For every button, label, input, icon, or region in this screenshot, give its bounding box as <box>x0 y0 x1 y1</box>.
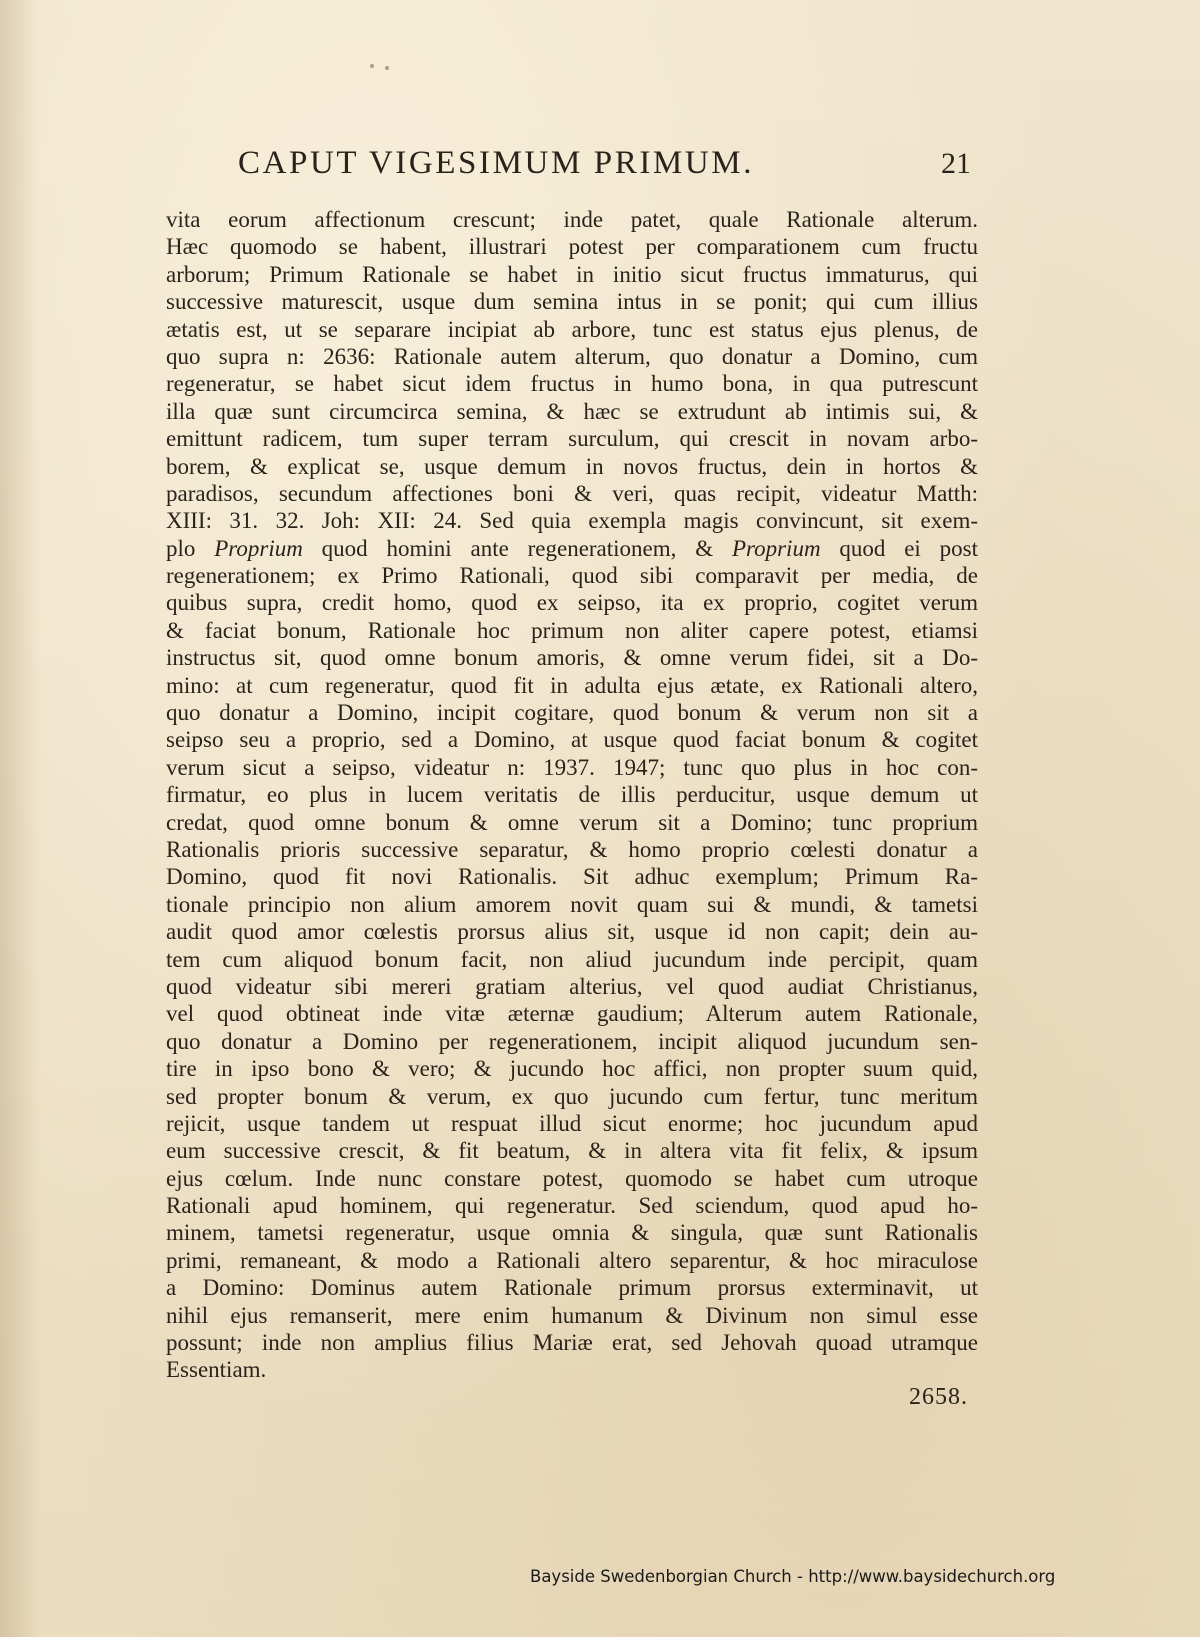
body-line: credat, quod omne bonum & omne verum sit a Domino; tunc proprium <box>166 809 978 835</box>
body-line: ætatis est, ut se separare incipiat ab arbore, tunc est status ejus plenus, de <box>166 316 978 342</box>
body-line: minem, tametsi regeneratur, usque omnia & singula, quæ sunt Rationalis <box>166 1220 978 1246</box>
body-line: vel quod obtineat inde vitæ æternæ gaudium; Alterum autem Rationale, <box>166 1001 978 1027</box>
source-credit: Bayside Swedenborgian Church - http://www.baysidechurch.org <box>530 1567 1056 1586</box>
italic-term: Proprium <box>214 535 303 561</box>
body-line: Rationalis prioris successive separatur, & homo proprio cœlesti donatur a <box>166 836 978 862</box>
body-line: arborum; Primum Rationale se habet in initio sicut fructus immaturus, qui <box>166 261 978 287</box>
body-line: successive maturescit, usque dum semina intus in se ponit; qui cum illius <box>166 289 978 315</box>
page-number: 21 <box>941 147 971 180</box>
paper-speck <box>385 66 389 70</box>
body-line: eum successive crescit, & fit beatum, & in altera vita fit felix, & ipsum <box>166 1138 978 1164</box>
body-line: quo donatur a Domino, incipit cogitare, quod bonum & verum non sit a <box>166 700 978 726</box>
body-line: mino: at cum regeneratur, quod fit in adulta ejus ætate, ex Rationali altero, <box>166 672 978 698</box>
body-line: paradisos, secundum affectiones boni & veri, quas recipit, videatur Matth: <box>166 480 978 506</box>
body-line: quo donatur a Domino per regenerationem, incipit aliquod jucundum sen- <box>166 1028 978 1054</box>
italic-term: Proprium <box>731 535 821 561</box>
body-line: emittunt radicem, tum super terram surculum, qui crescit in novam arbo- <box>166 426 978 452</box>
body-line: verum sicut a seipso, videatur n: 1937. 1947; tunc quo plus in hoc con- <box>166 754 978 780</box>
body-line: firmatur, eo plus in lucem veritatis de illis perducitur, usque demum ut <box>166 782 978 808</box>
running-head <box>238 145 978 195</box>
body-line: XIII: 31. 32. Joh: XII: 24. Sed quia exempla magis convincunt, sit exem- <box>166 508 978 534</box>
body-line: Domino, quod fit novi Rationalis. Sit adhuc exemplum; Primum Ra- <box>166 864 978 890</box>
paper-speck <box>370 64 374 68</box>
body-line: Rationali apud hominem, qui regeneratur. Sed sciendum, quod apud ho- <box>166 1193 978 1219</box>
catchword: 2658. <box>909 1384 968 1410</box>
body-line: vita eorum affectionum crescunt; inde patet, quale Rationale alterum. <box>166 207 978 232</box>
body-line: Essentiam. <box>166 1357 267 1383</box>
body-line: instructus sit, quod omne bonum amoris, & omne verum fidei, sit a Do- <box>166 645 978 671</box>
body-line: primi, remaneant, & modo a Rationali altero separentur, & hoc miraculose <box>166 1247 978 1273</box>
body-line: quibus supra, credit homo, quod ex seipso, ita ex proprio, cogitet verum <box>166 590 978 616</box>
body-line: Hæc quomodo se habent, illustrari potest per comparationem cum fructu <box>166 234 978 260</box>
body-line: rejicit, usque tandem ut respuat illud sicut enorme; hoc jucundum apud <box>166 1110 978 1136</box>
body-line: illa quæ sunt circumcirca semina, & hæc se extrudunt ab intimis sui, & <box>166 398 978 424</box>
body-line: plo Proprium quod homini ante regenerationem, & Proprium quod ei post <box>166 535 978 561</box>
body-line: tem cum aliquod bonum facit, non aliud jucundum inde percipit, quam <box>166 946 978 972</box>
body-line: regenerationem; ex Primo Rationali, quod sibi comparavit per media, de <box>166 563 978 589</box>
body-line: tire in ipso bono & vero; & jucundo hoc affici, non propter suum quid, <box>166 1056 978 1082</box>
body-line: sed propter bonum & verum, ex quo jucundo cum fertur, tunc meritum <box>166 1083 978 1109</box>
body-line: regeneratur, se habet sicut idem fructus in humo bona, in qua putrescunt <box>166 371 978 397</box>
body-line: quod videatur sibi mereri gratiam alterius, vel quod audiat Christianus, <box>166 973 978 999</box>
body-line: tionale principio non alium amorem novit quam sui & mundi, & tametsi <box>166 891 978 917</box>
body-line: & faciat bonum, Rationale hoc primum non aliter capere potest, etiamsi <box>166 617 978 643</box>
body-text <box>166 206 978 1383</box>
body-line: audit quod amor cœlestis prorsus alius sit, usque id non capit; dein au- <box>166 919 978 945</box>
running-head-title: CAPUT VIGESIMUM PRIMUM. <box>238 145 755 181</box>
body-line: borem, & explicat se, usque demum in novos fructus, dein in hortos & <box>166 453 978 479</box>
body-line: seipso seu a proprio, sed a Domino, at usque quod faciat bonum & cogitet <box>166 727 978 753</box>
body-line: nihil ejus remanserit, mere enim humanum & Divinum non simul esse <box>166 1302 978 1328</box>
body-line: ejus cœlum. Inde nunc constare potest, quomodo se habet cum utroque <box>166 1165 978 1191</box>
body-line: possunt; inde non amplius filius Mariæ erat, sed Jehovah quoad utramque <box>166 1330 978 1356</box>
page-fold-shadow <box>0 0 40 1637</box>
body-line: a Domino: Dominus autem Rationale primum prorsus exterminavit, ut <box>166 1275 978 1301</box>
body-line: quo supra n: 2636: Rationale autem alterum, quo donatur a Domino, cum <box>166 343 978 369</box>
